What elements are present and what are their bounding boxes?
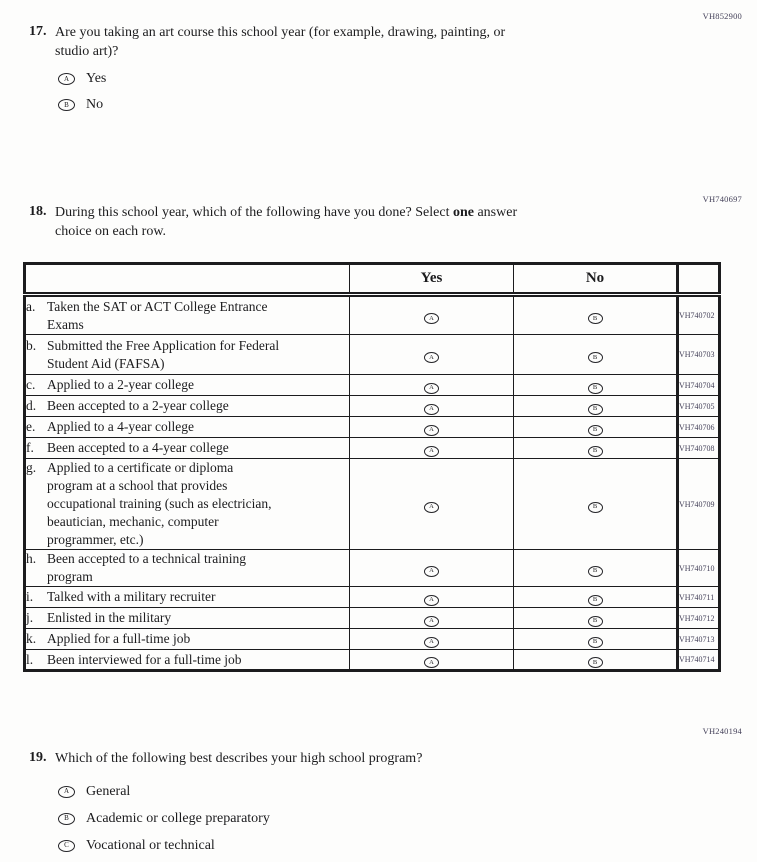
row-letter: h. <box>26 551 37 566</box>
row-letter: b. <box>26 337 37 353</box>
row-code: VH740704 <box>678 375 720 396</box>
row-label: Submitted the Free Application for Federal Student Aid (FAFSA) <box>47 337 280 371</box>
question-17-options <box>58 66 106 118</box>
no-choice-bubble-icon[interactable]: B <box>588 383 603 394</box>
question-19-number: 19. <box>29 750 47 765</box>
row-letter: a. <box>26 298 36 314</box>
yes-choice-bubble-icon[interactable]: A <box>424 502 439 513</box>
table-row-e <box>25 417 720 438</box>
table-row-i <box>25 587 720 608</box>
yes-choice-bubble-icon[interactable]: A <box>424 383 439 394</box>
table-row-b <box>25 335 720 375</box>
yes-choice-bubble-icon[interactable]: A <box>424 404 439 415</box>
option-vocational-label: Vocational or technical <box>86 837 215 853</box>
row-label: Applied for a full-time job <box>47 631 191 646</box>
row-code: VH740705 <box>678 396 720 417</box>
table-row-l <box>25 650 720 671</box>
header-code-cell <box>678 264 720 295</box>
row-letter: l. <box>26 651 34 667</box>
no-choice-bubble-icon[interactable]: B <box>588 313 603 324</box>
choice-bubble-a-icon[interactable]: A <box>58 786 75 798</box>
row-label: Been accepted to a 2-year college <box>47 398 229 413</box>
row-label: Enlisted in the military <box>47 610 172 625</box>
no-choice-bubble-icon[interactable]: B <box>588 616 603 627</box>
row-code: VH740711 <box>678 587 720 608</box>
row-code: VH740714 <box>678 650 720 671</box>
no-choice-bubble-icon[interactable]: B <box>588 637 603 648</box>
table-row-g <box>25 459 720 550</box>
question-19-text: Which of the following best describes your high school program? <box>55 751 423 766</box>
row-letter: j. <box>26 610 34 625</box>
table-row-k <box>25 629 720 650</box>
row-letter: k. <box>26 631 37 646</box>
row-letter: e. <box>26 419 36 434</box>
row-label: Applied to a 4-year college <box>47 419 194 434</box>
table-row-a <box>25 295 720 335</box>
question-18-text: During this school year, which of the following have you done? Select one answer choice on each row. <box>55 205 518 239</box>
option-no-label: No <box>86 97 104 112</box>
row-letter: i. <box>26 589 34 604</box>
no-choice-bubble-icon[interactable]: B <box>588 404 603 415</box>
table-row-d <box>25 396 720 417</box>
row-code: VH740708 <box>678 438 720 459</box>
row-label: Applied to a 2-year college <box>47 377 194 392</box>
column-header-yes: Yes <box>350 264 514 295</box>
question-18-number: 18. <box>29 204 47 219</box>
yes-choice-bubble-icon[interactable]: A <box>424 657 439 668</box>
row-label: Taken the SAT or ACT College Entrance Exams <box>47 298 268 332</box>
row-code: VH740706 <box>678 417 720 438</box>
item-code-q19: VH240194 <box>702 726 742 736</box>
option-no[interactable] <box>58 92 106 118</box>
yes-choice-bubble-icon[interactable]: A <box>424 313 439 324</box>
yes-choice-bubble-icon[interactable]: A <box>424 446 439 457</box>
row-code: VH740712 <box>678 608 720 629</box>
yes-choice-bubble-icon[interactable]: A <box>424 352 439 363</box>
item-code-q17: VH852900 <box>702 11 742 21</box>
column-header-no: No <box>514 264 678 295</box>
bold-word: one <box>452 205 474 220</box>
row-code: VH740713 <box>678 629 720 650</box>
choice-bubble-b-icon[interactable]: B <box>58 99 75 111</box>
header-row <box>25 264 720 295</box>
row-label: Been accepted to a 4-year college <box>47 440 229 455</box>
no-choice-bubble-icon[interactable]: B <box>588 657 603 668</box>
row-label: Been accepted to a technical training program <box>47 551 247 584</box>
option-vocational[interactable] <box>58 832 270 859</box>
option-yes-label: Yes <box>86 71 107 86</box>
no-choice-bubble-icon[interactable]: B <box>588 502 603 513</box>
no-choice-bubble-icon[interactable]: B <box>588 352 603 363</box>
choice-bubble-b-icon[interactable]: B <box>58 813 75 825</box>
question-19-options <box>58 778 270 859</box>
no-choice-bubble-icon[interactable]: B <box>588 566 603 577</box>
question-18 <box>29 204 655 241</box>
no-choice-bubble-icon[interactable]: B <box>588 425 603 436</box>
row-code: VH740703 <box>678 335 720 375</box>
question-17 <box>29 24 655 61</box>
answer-grid-table <box>23 262 721 672</box>
option-academic-label: Academic or college preparatory <box>86 810 270 826</box>
yes-choice-bubble-icon[interactable]: A <box>424 425 439 436</box>
option-yes[interactable] <box>58 66 106 92</box>
row-letter: f. <box>26 440 34 455</box>
option-academic[interactable] <box>58 805 270 832</box>
row-letter: g. <box>26 460 37 475</box>
yes-choice-bubble-icon[interactable]: A <box>424 566 439 577</box>
choice-bubble-c-icon[interactable]: C <box>58 840 75 852</box>
question-17-text: Are you taking an art course this school year (for example, drawing, painting, or studio art)? <box>55 25 506 59</box>
question-17-number: 17. <box>29 24 47 39</box>
yes-choice-bubble-icon[interactable]: A <box>424 595 439 606</box>
row-code: VH740709 <box>678 459 720 550</box>
row-label: Applied to a certificate or diploma program at a school that provides occupational training (such as electrician, beautician, mechanic, computer programmer, etc.) <box>47 460 272 547</box>
yes-choice-bubble-icon[interactable]: A <box>424 616 439 627</box>
choice-bubble-a-icon[interactable]: A <box>58 73 75 85</box>
header-empty-cell <box>25 264 350 295</box>
question-19 <box>29 750 655 769</box>
table-row-j <box>25 608 720 629</box>
row-code: VH740702 <box>678 295 720 335</box>
row-letter: c. <box>26 377 36 392</box>
option-general-label: General <box>86 783 131 799</box>
row-code: VH740710 <box>678 550 720 587</box>
no-choice-bubble-icon[interactable]: B <box>588 446 603 457</box>
option-general[interactable] <box>58 778 270 805</box>
row-label: Been interviewed for a full-time job <box>47 651 242 667</box>
table-row-c <box>25 375 720 396</box>
row-letter: d. <box>26 398 37 413</box>
table-row-h <box>25 550 720 587</box>
row-label: Talked with a military recruiter <box>47 589 216 604</box>
no-choice-bubble-icon[interactable]: B <box>588 595 603 606</box>
yes-choice-bubble-icon[interactable]: A <box>424 637 439 648</box>
table-row-f <box>25 438 720 459</box>
item-code-q18: VH740697 <box>702 194 742 204</box>
